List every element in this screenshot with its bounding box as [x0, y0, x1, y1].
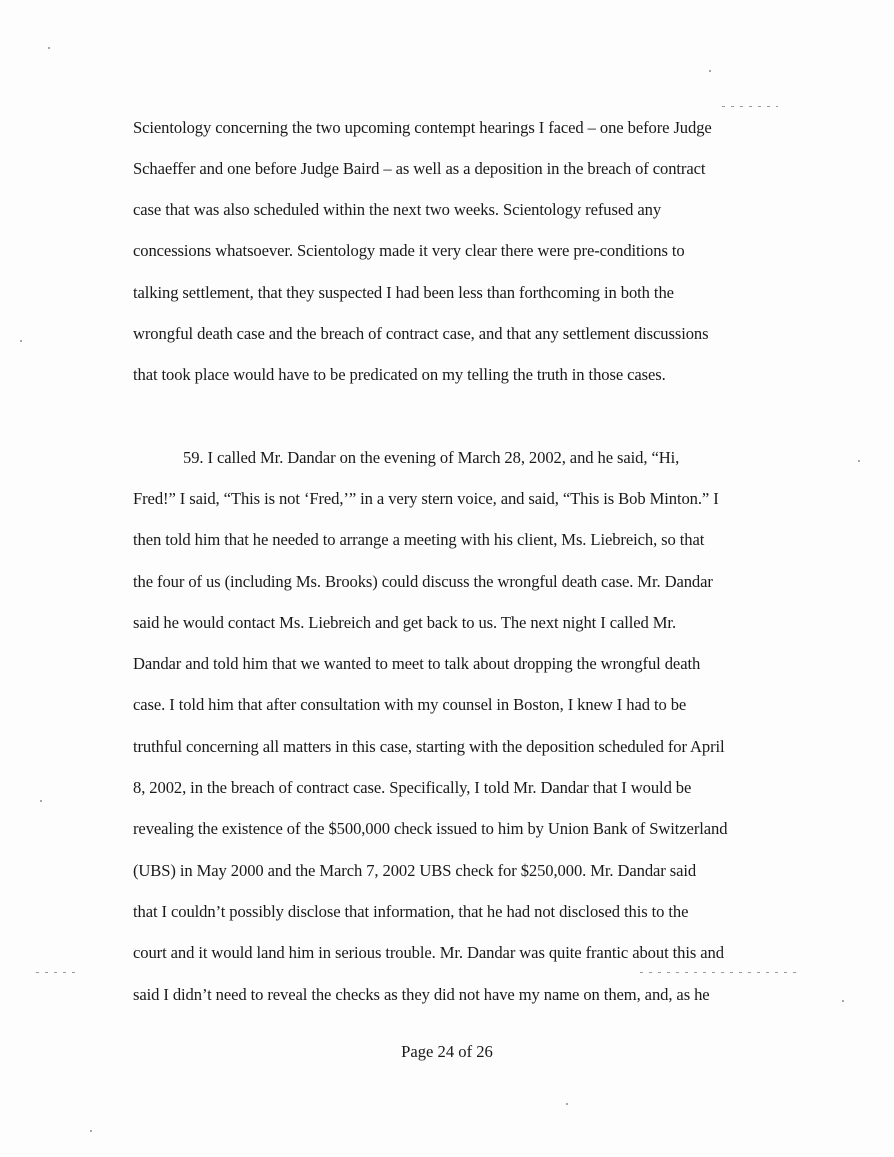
text-line: Scientology concerning the two upcoming contempt hearings I faced – one before Judge: [133, 118, 712, 137]
text-line: said he would contact Ms. Liebreich and get back to us. The next night I called Mr.: [133, 613, 676, 632]
scan-speck: [90, 1130, 92, 1132]
scan-artifact-rule: [722, 106, 778, 107]
text-line: concessions whatsoever. Scientology made it very clear there were pre-conditions to: [133, 241, 685, 260]
scan-speck: [842, 1000, 844, 1002]
text-line: case. I told him that after consultation with my counsel in Boston, I knew I had to be: [133, 695, 687, 714]
text-line: case that was also scheduled within the next two weeks. Scientology refused any: [133, 200, 662, 219]
scan-artifact-rule: [640, 972, 800, 973]
scan-speck: [709, 70, 711, 72]
text-line: talking settlement, that they suspected I had been less than forthcoming in both the: [133, 283, 674, 302]
text-line: Dandar and told him that we wanted to meet to talk about dropping the wrongful death: [133, 654, 701, 673]
text-line: that took place would have to be predicated on my telling the truth in those cases.: [133, 365, 666, 384]
text-line: Schaeffer and one before Judge Baird – as well as a deposition in the breach of contract: [133, 159, 706, 178]
scan-speck: [20, 340, 22, 342]
scan-speck: [566, 1103, 568, 1105]
text-line: said I didn’t need to reveal the checks as they did not have my name on them, and, as he: [133, 985, 710, 1004]
scan-speck: [48, 47, 50, 49]
text-line: that I couldn’t possibly disclose that information, that he had not disclosed this to the: [133, 902, 689, 921]
text-line: wrongful death case and the breach of contract case, and that any settlement discussions: [133, 324, 709, 343]
text-line: truthful concerning all matters in this case, starting with the deposition scheduled for April: [133, 737, 725, 756]
page-number-footer: Page 24 of 26: [401, 1042, 493, 1061]
scan-speck: [858, 460, 860, 462]
scan-speck: [40, 800, 42, 802]
text-line: court and it would land him in serious trouble. Mr. Dandar was quite frantic about this and: [133, 943, 724, 962]
text-line: then told him that he needed to arrange a meeting with his client, Ms. Liebreich, so that: [133, 530, 705, 549]
text-line: 8, 2002, in the breach of contract case. Specifically, I told Mr. Dandar that I would be: [133, 778, 692, 797]
text-line: (UBS) in May 2000 and the March 7, 2002 UBS check for $250,000. Mr. Dandar said: [133, 861, 697, 880]
text-line: the four of us (including Ms. Brooks) could discuss the wrongful death case. Mr. Dandar: [133, 572, 713, 591]
text-line: Fred!” I said, “This is not ‘Fred,’” in a very stern voice, and said, “This is Bob Minton.” I: [133, 489, 719, 508]
paragraph-first-line: 59. I called Mr. Dandar on the evening of March 28, 2002, and he said, “Hi,: [183, 448, 680, 467]
text-line: revealing the existence of the $500,000 check issued to him by Union Bank of Switzerland: [133, 819, 728, 838]
scan-artifact-rule: [36, 972, 80, 973]
